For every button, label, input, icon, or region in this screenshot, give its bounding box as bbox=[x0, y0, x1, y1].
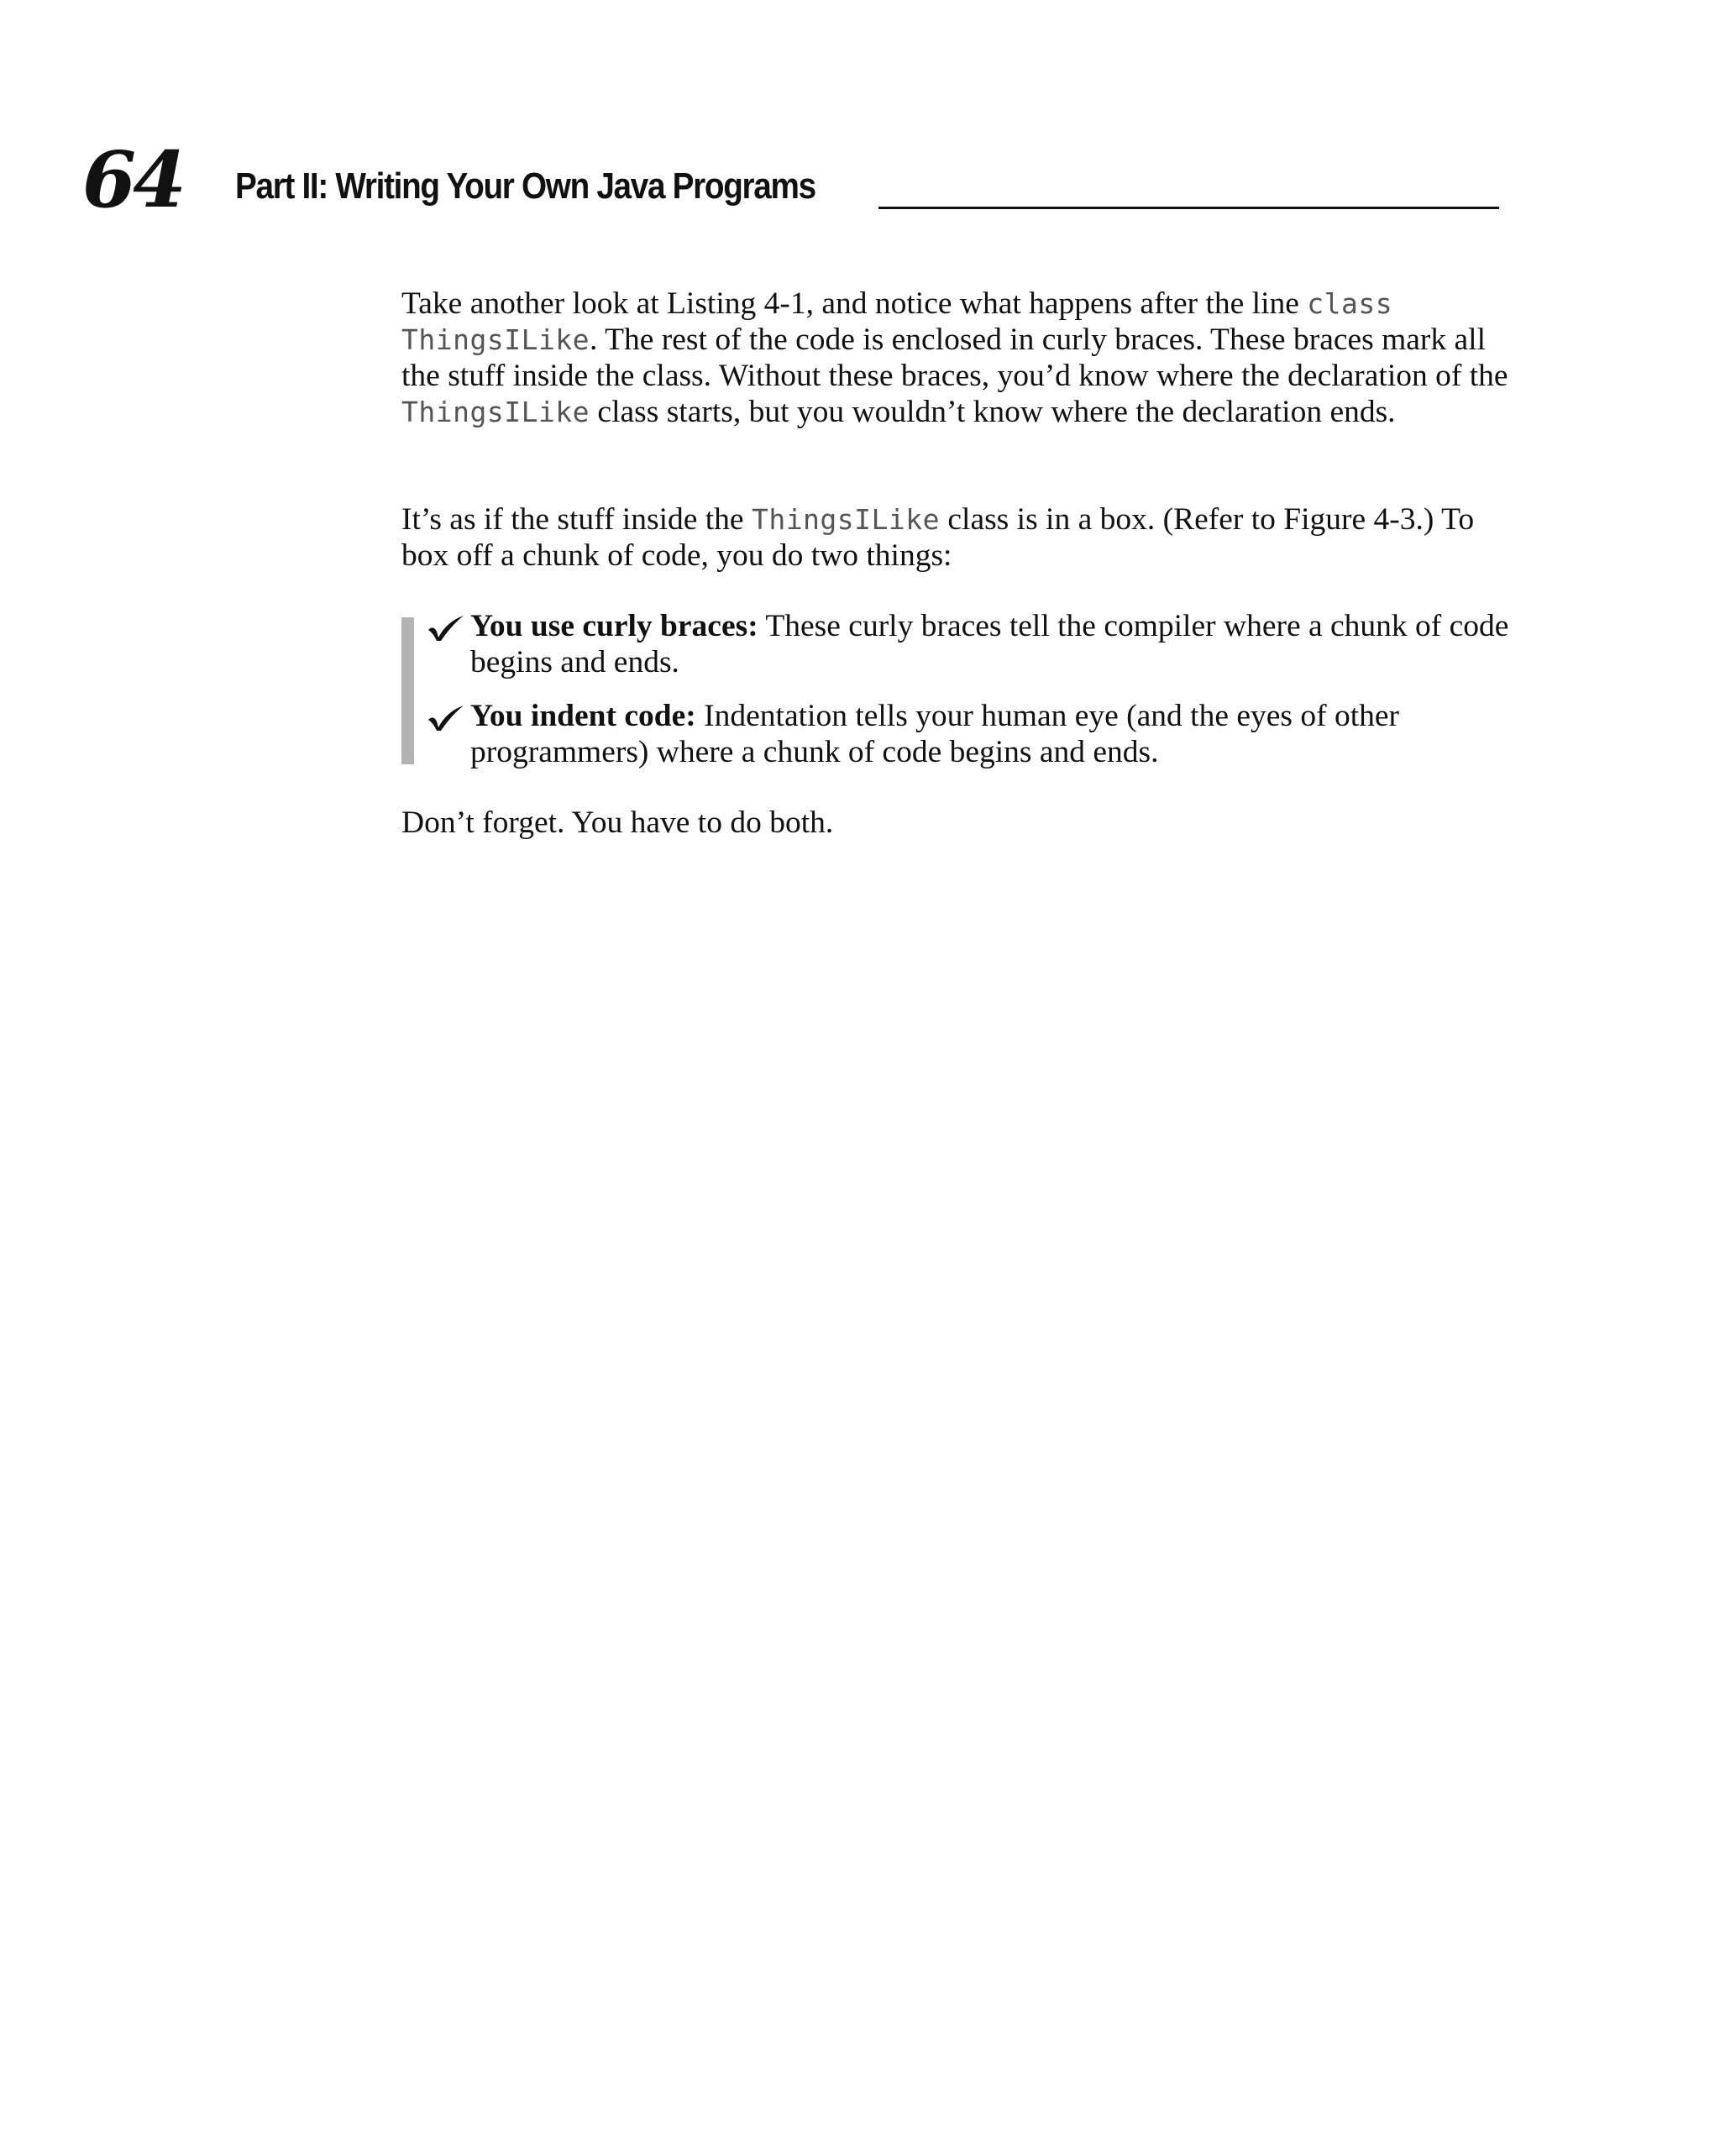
bullet-lead: You use curly braces: bbox=[470, 609, 758, 643]
paragraph-text: class is in a box. (Refer to Figure 4-3.) To box off a chunk of code, you do two things: bbox=[401, 502, 1475, 573]
bullet-lead: You indent code: bbox=[470, 699, 696, 733]
header-rule bbox=[878, 207, 1499, 209]
bullet-body: Indentation tells your human eye (and the eyes of other programmers) where a chunk of code begins and ends. bbox=[470, 699, 1400, 769]
paragraph-box-analogy bbox=[401, 501, 1510, 574]
paragraph-text: class starts, but you wouldn’t know where the declaration ends. bbox=[590, 395, 1396, 429]
paragraph-text: It’s as if the stuff inside the bbox=[401, 502, 752, 537]
paragraph-listing-braces bbox=[401, 286, 1510, 430]
inline-code: ThingsILike bbox=[401, 396, 590, 428]
bullet-list-bar bbox=[401, 617, 414, 764]
checkmark-icon bbox=[427, 703, 465, 732]
bullet-text bbox=[470, 698, 1518, 770]
running-head: Part II: Writing Your Own Java Programs bbox=[235, 165, 815, 207]
page-number: 64 bbox=[82, 134, 184, 225]
paragraph-text: . The rest of the code is enclosed in curly braces. These braces mark all the stuff inside the class. Without these braces, you’d know where the declaration of the bbox=[401, 323, 1508, 393]
inline-code: ThingsILike bbox=[401, 323, 590, 356]
bullet-item bbox=[427, 698, 1518, 770]
bullet-item bbox=[427, 608, 1518, 680]
bullet-body: These curly braces tell the compiler where a chunk of code begins and ends. bbox=[470, 609, 1509, 679]
paragraph-closing: Don’t forget. You have to do both. bbox=[401, 805, 834, 840]
inline-code: ThingsILike bbox=[751, 503, 940, 536]
inline-code: class bbox=[1307, 287, 1393, 320]
bullet-text bbox=[470, 608, 1518, 680]
paragraph-text: Take another look at Listing 4-1, and notice what happens after the line bbox=[401, 286, 1308, 321]
checkmark-icon bbox=[427, 613, 465, 642]
